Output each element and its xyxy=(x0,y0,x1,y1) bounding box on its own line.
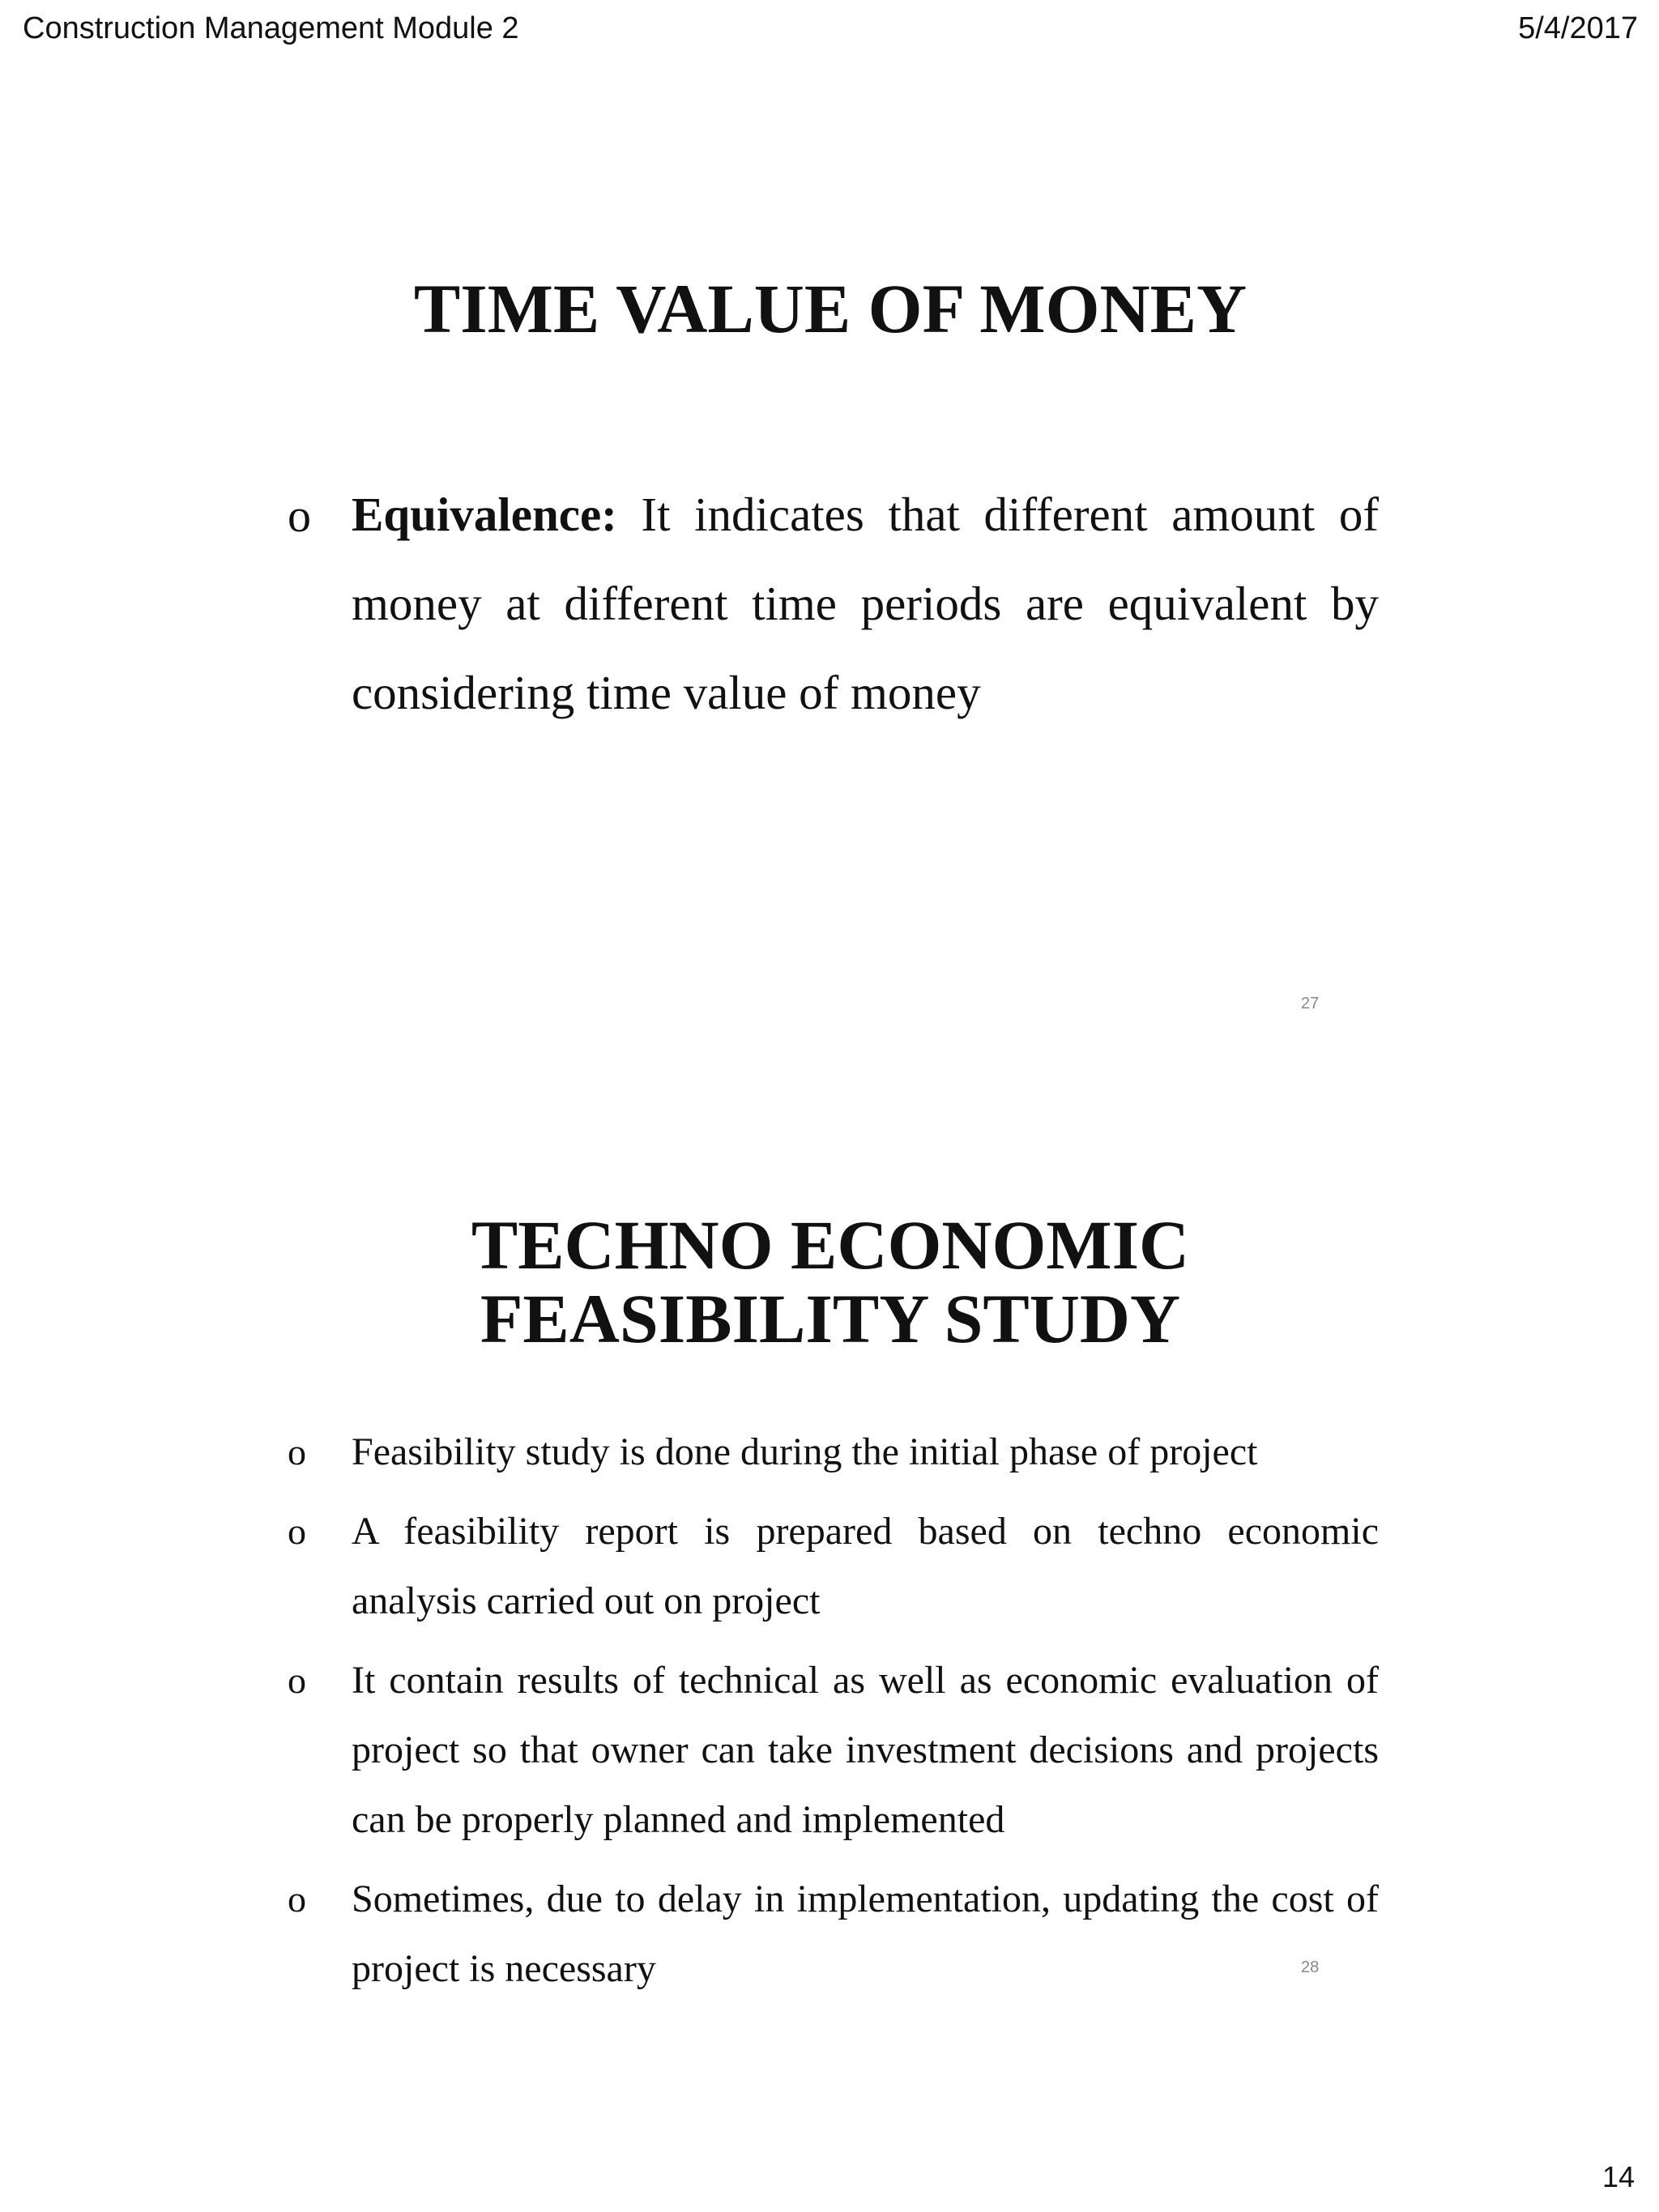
bullet-text: A feasibility report is prepared based on techno economic analysis carried out on project xyxy=(352,1510,1379,1622)
list-item xyxy=(275,1865,1379,2004)
bullet-term: Equivalence: xyxy=(352,488,617,541)
bullet-list xyxy=(275,1417,1379,2014)
list-item xyxy=(275,1497,1379,1636)
page-number: 14 xyxy=(1601,2160,1635,2193)
bullet-text: It contain results of technical as well as economic evaluation of project so that owner can take investment decisions and projects can be properly planned and implemented xyxy=(352,1659,1379,1841)
bullet-marker: o xyxy=(288,1660,306,1701)
slide-number: 28 xyxy=(1301,1958,1320,1976)
slide-title: TECHNO ECONOMIC FEASIBILITY STUDY xyxy=(471,1206,1190,1358)
bullet-text: Sometimes, due to delay in implementation, updating the cost of project is necessary xyxy=(352,1877,1379,1990)
document-header-date: 5/4/2017 xyxy=(1518,11,1638,45)
bullet-list xyxy=(275,470,1379,737)
list-item xyxy=(275,1417,1379,1487)
bullet-text: Feasibility study is done during the initial phase of project xyxy=(352,1430,1258,1473)
bullet-marker: o xyxy=(288,1878,306,1920)
list-item xyxy=(275,470,1379,737)
bullet-marker: o xyxy=(288,1511,306,1552)
document-header-title: Construction Management Module 2 xyxy=(23,11,519,45)
slide-time-value-of-money xyxy=(275,243,1385,1021)
list-item xyxy=(275,1646,1379,1855)
slide-title: TIME VALUE OF MONEY xyxy=(413,270,1247,347)
bullet-text: It indicates that different amount of money at different time periods are equivalent by considering time value of money xyxy=(352,488,1379,719)
bullet-marker: o xyxy=(288,489,311,542)
slide-techno-economic-feasibility-study xyxy=(275,1191,1385,2001)
slide-number: 27 xyxy=(1301,995,1320,1012)
bullet-marker: o xyxy=(288,1431,306,1473)
